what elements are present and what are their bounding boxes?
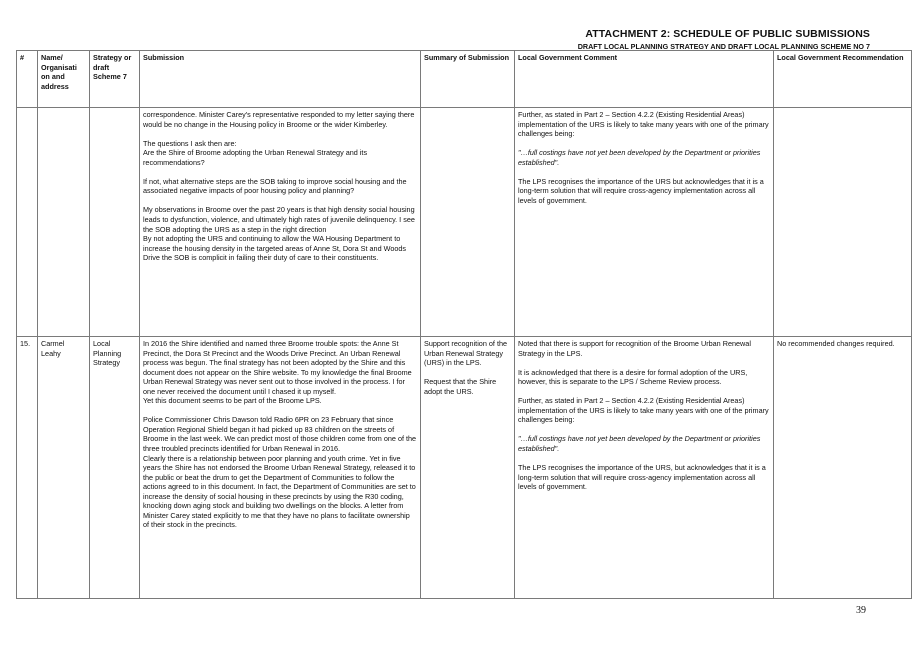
cell-comment	[515, 337, 774, 599]
cell-name: Carmel Leahy	[38, 337, 90, 599]
col-header-summary: Summary of Submission	[421, 51, 515, 108]
document-subtitle: DRAFT LOCAL PLANNING STRATEGY AND DRAFT LOCAL PLANNING SCHEME NO 7	[577, 42, 870, 51]
paragraph: In 2016 the Shire identified and named three Broome trouble spots: the Anne St Precinct, the Dora St Precinct and the Woods Drive Precinct. An Urban Renewal process was begun. The final strategy has not been adopted by the Shire and this document does not appear on the Shire website. To my knowledge the final Broome Urban Renewal Strategy was never sent out to those involved in the process. I for one never received the document until I chased it up myself.	[143, 339, 412, 396]
cell-summary	[421, 108, 515, 337]
quote-paragraph: "…full costings have not yet been developed by the Department or priorities established".	[518, 148, 761, 167]
cell-strategy	[90, 108, 140, 337]
paragraph: Clearly there is a relationship between poor planning and youth crime. Yet in five years the Shire has not endorsed the Broome Urban Renewal Strategy, released it to the public or beat the drum to get the Department of Communities to follow the actions agreed to in this document. In fact, the Department of Communities are set to increase the density of social housing in these precincts by using the R30 coding, knocking down aging stock and building two dwellings on the blocks. A letter from Minister Carey stated explicitly to me that they have no plans to facilitate ownership of their stock in the precincts.	[143, 453, 416, 530]
cell-number: 15.	[17, 337, 38, 599]
paragraph: By not adopting the URS and continuing to allow the WA Housing Department to increase the housing density in the targeted areas of Anne St, Dora St and Woods Drive the SOB is complicit in failing their duty of care to their constituents.	[143, 234, 407, 263]
paragraph: Support recognition of the Urban Renewal Strategy (URS) in the LPS.	[424, 339, 508, 368]
paragraph: My observations in Broome over the past 20 years is that high density social housing leads to dysfunction, violence, and ultimately high rates of juvenile delinquency. I see the SOB adopting the URS as a step in the right direction	[143, 205, 415, 234]
paragraph: It is acknowledged that there is a desire for formal adoption of the URS, however, this is separate to the LPS / Scheme Review process.	[518, 367, 748, 387]
cell-strategy: Local Planning Strategy	[90, 337, 140, 599]
cell-submission	[140, 108, 421, 337]
paragraph: The questions I ask then are:	[143, 138, 237, 148]
cell-recommendation	[774, 108, 912, 337]
document-title: ATTACHMENT 2: SCHEDULE OF PUBLIC SUBMISSIONS	[585, 28, 870, 40]
paragraph: Noted that there is support for recognition of the Broome Urban Renewal Strategy in the LPS.	[518, 339, 751, 358]
col-header-submission: Submission	[140, 51, 421, 108]
cell-comment	[515, 108, 774, 337]
paragraph: Request that the Shire adopt the URS.	[424, 377, 497, 396]
table-header-row	[17, 51, 912, 108]
col-header-comment: Local Government Comment	[515, 51, 774, 108]
paragraph: No recommended changes required.	[777, 339, 895, 348]
col-header-number: #	[17, 51, 38, 108]
paragraph: Further, as stated in Part 2 – Section 4.2.2 (Existing Residential Areas) implementation of the URS is likely to take many years with one of the primary challenges being:	[518, 396, 769, 425]
page-number: 39	[856, 605, 866, 616]
paragraph: Police Commissioner Chris Dawson told Radio 6PR on 23 February that since Operation Regional Shield began it had picked up 83 children on the streets of Broome in the last week. We can predict most of those children come from one of the three troubled precincts identified for Urban Renewal in 2016.	[143, 415, 417, 454]
cell-summary	[421, 337, 515, 599]
cell-recommendation	[774, 337, 912, 599]
paragraph: correspondence. Minister Carey's representative responded to my letter saying there would be no change in the Housing policy in Broome or the wider Kimberley.	[143, 110, 415, 129]
cell-number	[17, 108, 38, 337]
quote-paragraph: "…full costings have not yet been developed by the Department or priorities established".	[518, 434, 761, 454]
paragraph: Further, as stated in Part 2 – Section 4.2.2 (Existing Residential Areas) implementation of the URS is likely to take many years with one of the primary challenges being:	[518, 110, 769, 139]
col-header-recommendation: Local Government Recommendation	[774, 51, 912, 108]
table-row	[17, 108, 912, 337]
paragraph: Yet this document seems to be part of the Broome LPS.	[143, 396, 322, 406]
cell-submission	[140, 337, 421, 599]
paragraph: If not, what alternative steps are the SOB taking to improve social housing and the associated negative impacts of poor housing policy and planning?	[143, 176, 407, 196]
submissions-table	[16, 50, 912, 599]
paragraph: The LPS recognises the importance of the URS, but acknowledges that it is a long-term solution that will require cross-agency implementation across all levels of government.	[518, 463, 766, 492]
cell-name	[38, 108, 90, 337]
col-header-name: Name/ Organisati on and address	[38, 51, 90, 108]
col-header-strategy: Strategy or draft Scheme 7	[90, 51, 140, 108]
table-row	[17, 337, 912, 599]
paragraph: Are the Shire of Broome adopting the Urban Renewal Strategy and its recommendations?	[143, 148, 368, 167]
paragraph: The LPS recognises the importance of the URS but acknowledges that it is a long-term solution that will require cross-agency implementation across all levels of government.	[518, 176, 764, 205]
